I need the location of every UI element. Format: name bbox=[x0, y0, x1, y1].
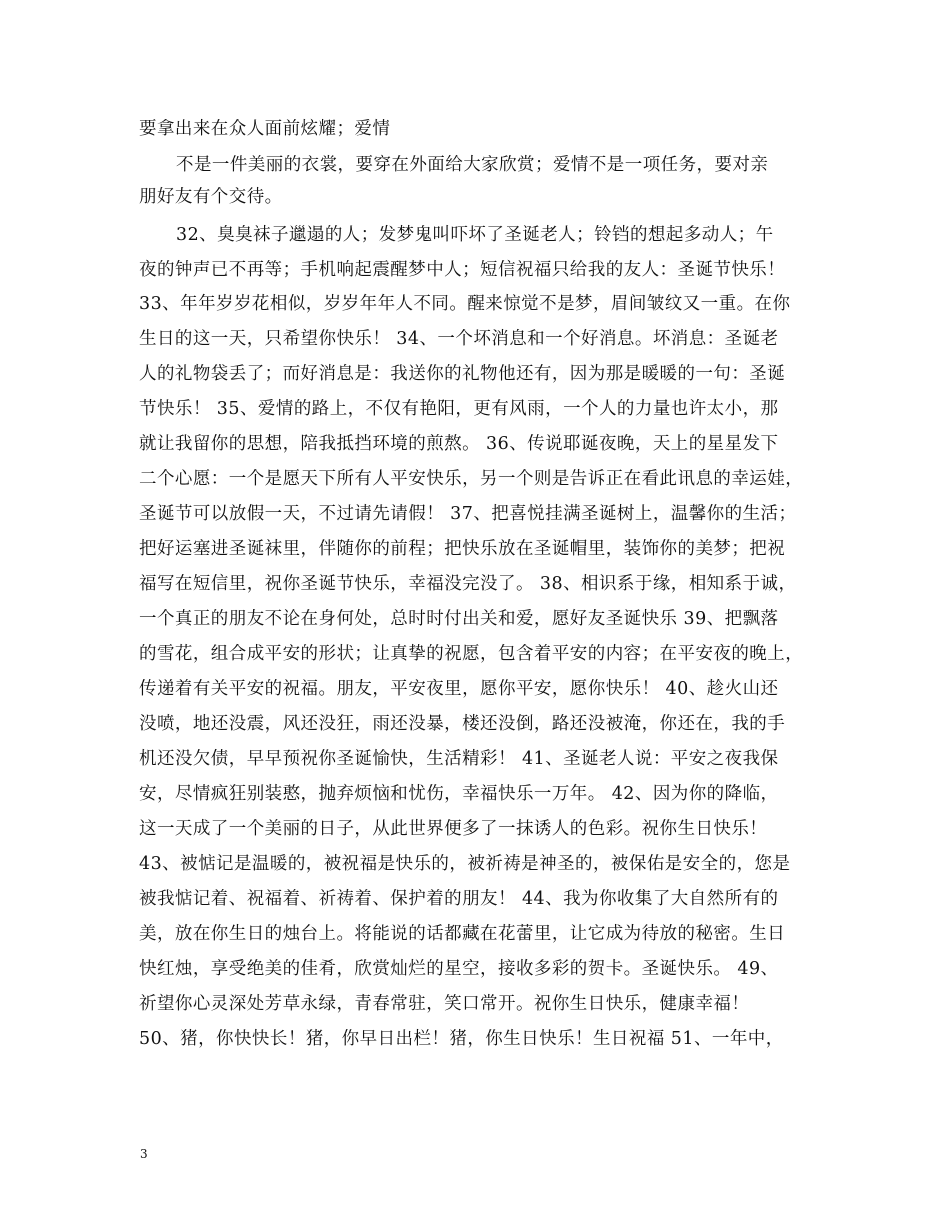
text-line: 朋好友有个交待。 bbox=[139, 187, 283, 207]
text-line: 机还没欠债，早早预祝你圣诞愉快，生活精彩！ 41、圣诞老人说：平安之夜我保 bbox=[139, 749, 779, 769]
text-line: 快红烛，享受绝美的佳肴，欣赏灿烂的星空，接收多彩的贺卡。圣诞快乐。 49、 bbox=[139, 959, 779, 979]
text-line: 50、猪，你快快长！猪，你早日出栏！猪，你生日快乐！生日祝福 51、一年中， bbox=[139, 1029, 784, 1049]
text-line: 安，尽情疯狂别装憨，抛弃烦恼和忧伤，幸福快乐一万年。 42、因为你的降临， bbox=[139, 784, 779, 804]
text-line: 传递着有关平安的祝福。朋友，平安夜里，愿你平安，愿你快乐！ 40、趁火山还 bbox=[139, 679, 779, 699]
text-line: 一个真正的朋友不论在身何处，总时时付出关和爱，愿好友圣诞快乐 39、把飘落 bbox=[139, 609, 779, 629]
text-line: 节快乐！ 35、爱情的路上，不仅有艳阳，更有风雨，一个人的力量也许太小，那 bbox=[139, 399, 779, 419]
text-line: 福写在短信里，祝你圣诞节快乐，幸福没完没了。 38、相识系于缘，相知系于诚， bbox=[139, 574, 797, 594]
text-line: 要拿出来在众人面前炫耀；爱情 bbox=[139, 119, 391, 139]
text-line: 的雪花，组合成平安的形状；让真挚的祝愿，包含着平安的内容；在平安夜的晚上， bbox=[139, 644, 804, 664]
text-line: 人的礼物袋丢了；而好消息是：我送你的礼物他还有，因为那是暖暖的一句：圣诞 bbox=[139, 364, 786, 384]
text-line: 被我惦记着、祝福着、祈祷着、保护着的朋友！ 44、我为你收集了大自然所有的 bbox=[139, 889, 779, 909]
text-line: 把好运塞进圣诞袜里，伴随你的前程；把快乐放在圣诞帽里，装饰你的美梦；把祝 bbox=[139, 539, 786, 559]
text-line: 43、被惦记是温暖的，被祝福是快乐的，被祈祷是神圣的，被保佑是安全的，您是 bbox=[139, 854, 791, 874]
text-line: 祈望你心灵深处芳草永绿，青春常驻，笑口常开。祝你生日快乐，健康幸福！ bbox=[139, 994, 750, 1014]
text-line: 33、年年岁岁花相似，岁岁年年人不同。醒来惊觉不是梦，眉间皱纹又一重。在你 bbox=[139, 294, 791, 314]
text-line: 生日的这一天，只希望你快乐！ 34、一个坏消息和一个好消息。坏消息：圣诞老 bbox=[139, 329, 779, 349]
text-line: 不是一件美丽的衣裳，要穿在外面给大家欣赏；爱情不是一项任务，要对亲 bbox=[176, 155, 769, 175]
text-line: 没喷，地还没震，风还没狂，雨还没暴，楼还没倒，路还没被淹，你还在，我的手 bbox=[139, 714, 786, 734]
text-line: 二个心愿：一个是愿天下所有人平安快乐，另一个则是告诉正在看此讯息的幸运娃， bbox=[139, 469, 804, 489]
text-line: 夜的钟声已不再等；手机响起震醒梦中人；短信祝福只给我的友人：圣诞节快乐！ bbox=[139, 260, 786, 280]
text-line: 这一天成了一个美丽的日子，从此世界便多了一抹诱人的色彩。祝你生日快乐！ bbox=[139, 819, 768, 839]
text-line: 32、臭臭袜子邋遢的人；发梦鬼叫吓坏了圣诞老人；铃铛的想起多动人；午 bbox=[176, 225, 774, 245]
text-line: 美，放在你生日的烛台上。将能说的话都藏在花蕾里，让它成为待放的秘密。生日 bbox=[139, 924, 786, 944]
text-line: 就让我留你的思想，陪我抵挡环境的煎熬。 36、传说耶诞夜晚，天上的星星发下 bbox=[139, 434, 779, 454]
text-line: 圣诞节可以放假一天，不过请先请假！ 37、把喜悦挂满圣诞树上，温馨你的生活； bbox=[139, 504, 797, 524]
page-number: 3 bbox=[140, 1147, 148, 1161]
